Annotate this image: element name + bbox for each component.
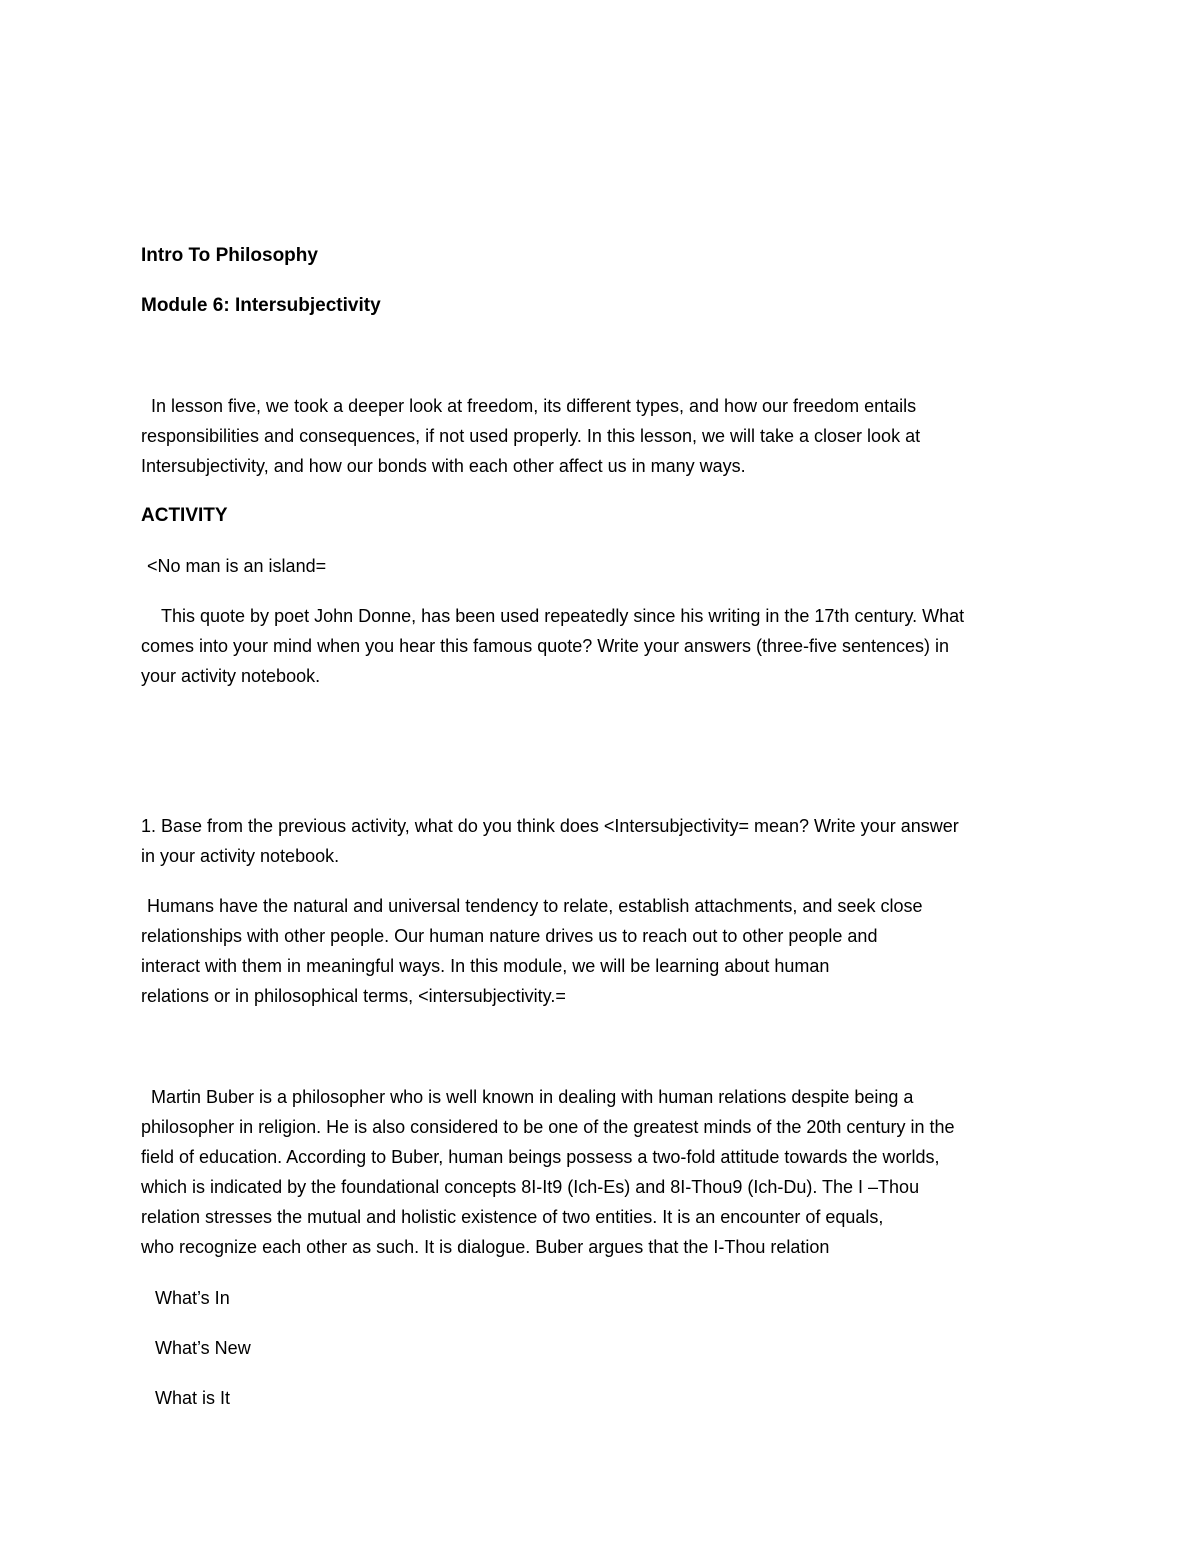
- humans-line: relations or in philosophical terms, <intersubjectivity.=: [141, 986, 566, 1006]
- buber-line: field of education. According to Buber, human beings possess a two-fold attitude towards the worlds,: [141, 1147, 940, 1167]
- humans-line: interact with them in meaningful ways. In this module, we will be learning about human: [141, 956, 830, 976]
- section-label-whats-new: What’s New: [155, 1338, 251, 1358]
- buber-line: philosopher in religion. He is also considered to be one of the greatest minds of the 20th century in the: [141, 1117, 955, 1137]
- activity-heading: ACTIVITY: [141, 505, 228, 526]
- buber-line: which is indicated by the foundational concepts 8I-It9 (Ich-Es) and 8I-Thou9 (Ich-Du). The I –Thou: [141, 1177, 920, 1197]
- humans-line: Humans have the natural and universal tendency to relate, establish attachments, and seek close: [147, 896, 923, 916]
- intro-line: In lesson five, we took a deeper look at freedom, its different types, and how our freedom entails: [151, 396, 917, 416]
- humans-line: relationships with other people. Our human nature drives us to reach out to other people and: [141, 926, 878, 946]
- question-line: 1. Base from the previous activity, what do you think does <Intersubjectivity= mean? Write your answer: [141, 816, 959, 836]
- section-label-what-is-it: What is It: [155, 1388, 231, 1408]
- buber-line: who recognize each other as such. It is dialogue. Buber argues that the I-Thou relation: [141, 1237, 830, 1257]
- activity-line: comes into your mind when you hear this famous quote? Write your answers (three-five sentences) in: [141, 636, 950, 656]
- module-title: Module 6: Intersubjectivity: [141, 295, 381, 316]
- section-label-whats-in: What’s In: [155, 1288, 230, 1308]
- activity-line: This quote by poet John Donne, has been used repeatedly since his writing in the 17th century. What: [161, 606, 965, 626]
- intro-line: responsibilities and consequences, if not used properly. In this lesson, we will take a closer look at: [141, 426, 921, 446]
- buber-line: relation stresses the mutual and holistic existence of two entities. It is an encounter of equals,: [141, 1207, 884, 1227]
- course-title: Intro To Philosophy: [141, 245, 318, 266]
- buber-line: Martin Buber is a philosopher who is well known in dealing with human relations despite being a: [151, 1087, 914, 1107]
- question-line: in your activity notebook.: [141, 846, 340, 866]
- activity-line: your activity notebook.: [141, 666, 321, 686]
- intro-line: Intersubjectivity, and how our bonds with each other affect us in many ways.: [141, 456, 746, 476]
- quote-text: <No man is an island=: [147, 556, 327, 576]
